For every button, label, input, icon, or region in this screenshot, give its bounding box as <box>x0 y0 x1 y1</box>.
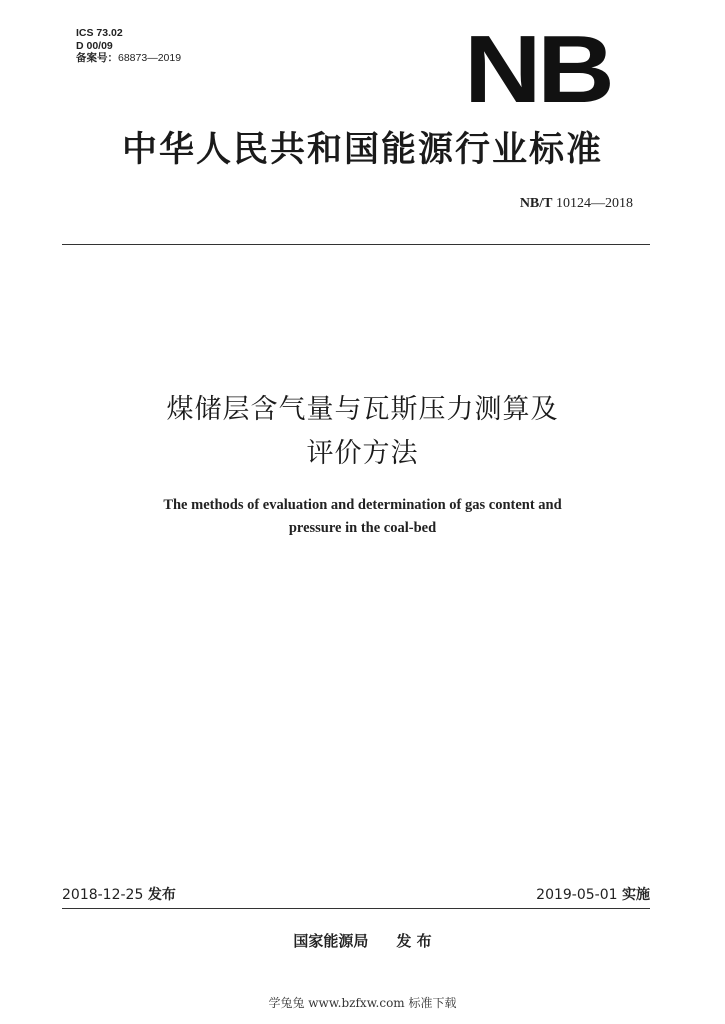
ics-code: ICS 73.02 <box>76 27 123 39</box>
effective-word: 实施 <box>622 887 650 903</box>
org-title: 中华人民共和国能源行业标准 <box>121 130 603 170</box>
publisher <box>0 930 725 951</box>
nb-logo: NB <box>464 16 611 123</box>
record-number: 68873—2019 <box>118 52 182 64</box>
effective-date <box>536 884 650 904</box>
chinese-title-line-2: 评价方法 <box>306 438 419 469</box>
watermark-footer: 学兔兔 www.bzfxw.com 标准下载 <box>268 996 457 1010</box>
top-divider <box>62 244 650 245</box>
ccs-code: D 00/09 <box>76 39 113 52</box>
bottom-divider <box>62 908 650 909</box>
standard-prefix: NB/T <box>519 196 553 211</box>
chinese-title <box>0 388 725 476</box>
chinese-title-line-1: 煤储层含气量与瓦斯压力测算及 <box>166 394 559 425</box>
issue-word: 发布 <box>147 887 176 903</box>
english-title <box>0 494 725 540</box>
standard-number <box>520 196 633 212</box>
issue-date-value: 2018-12-25 <box>62 887 144 903</box>
record-label: 备案号： <box>76 52 118 64</box>
issue-date <box>62 884 176 904</box>
publisher-action: 发 布 <box>396 932 432 950</box>
standard-code: 10124—2018 <box>556 196 633 211</box>
english-title-line-1: The methods of evaluation and determination of gas content and <box>163 497 562 513</box>
publisher-name: 国家能源局 <box>293 932 369 950</box>
record-number-line <box>76 52 181 65</box>
classification-block <box>76 27 181 65</box>
effective-date-value: 2019-05-01 <box>536 887 618 903</box>
english-title-line-2: pressure in the coal-bed <box>288 520 437 536</box>
